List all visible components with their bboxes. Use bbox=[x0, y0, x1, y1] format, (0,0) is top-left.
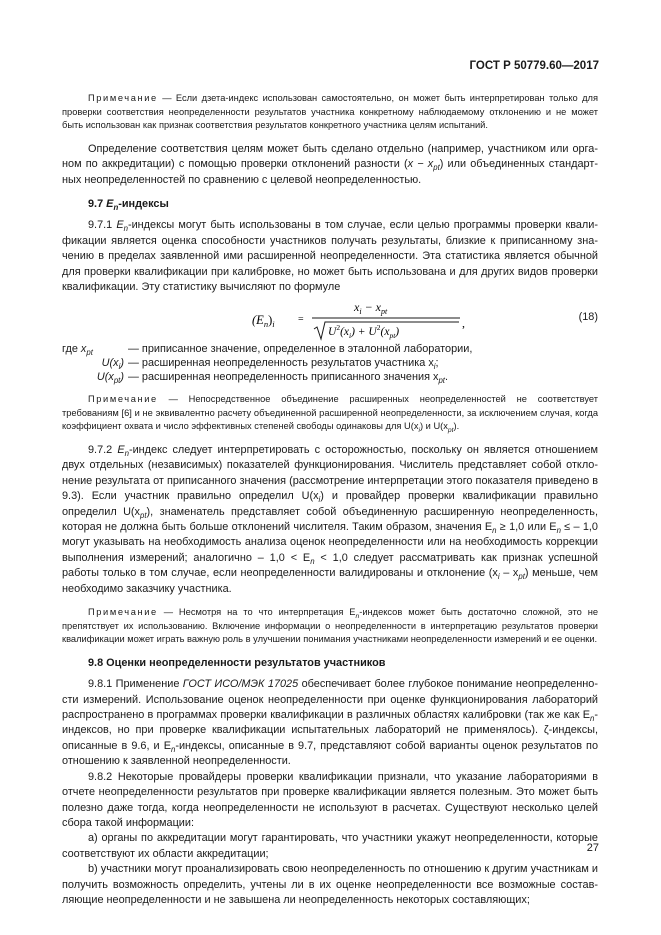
where-text: — расширенная неопределенность приписанного значения x bbox=[128, 370, 439, 383]
math-subscript: i bbox=[433, 362, 436, 372]
text-run: -индексы, описанные в 9.7, представляют собой варианты оценок результатов по отношению к заявленной неопределенности. bbox=[62, 739, 598, 768]
math-subscript: pt bbox=[518, 572, 525, 582]
math-subscript: i bbox=[497, 572, 500, 582]
paragraph-9-7-2 bbox=[62, 443, 598, 597]
math-subscript: n bbox=[113, 203, 119, 212]
math-subscript: n bbox=[124, 449, 129, 458]
text-run: обеспечивает более глубокое понимание неопределенности измерений. Использование оценок неопределенности при оценке функционирования лабораторий распространено в программах проверки квалификации в различных областях калибровки (так же как E bbox=[62, 678, 598, 722]
list-item: b) участники могут проанализировать свою неопределенность по отношению к другим участникам и получить возможность определить, учтены ли в их оценке неопределенности все возможные составляющие неопределенности и не завышена ли неопределенность некоторых составляющих; bbox=[62, 863, 598, 906]
page-content bbox=[62, 92, 598, 908]
math-subscript: i bbox=[418, 427, 420, 435]
where-word: где bbox=[62, 343, 81, 356]
math-subscript: pt bbox=[447, 427, 454, 435]
text-run: ), знаменатель представляет собой объединенную расширенную неопределенность, которая не должна быть больше отклонений числителя. Таким образом, значения E bbox=[62, 505, 598, 534]
math-symbol: ) bbox=[120, 370, 124, 383]
punctuation: . bbox=[444, 370, 449, 383]
note-label: Примечание bbox=[88, 607, 158, 618]
text-run: ≥ 1,0 или E bbox=[496, 521, 557, 534]
paragraph-conformity bbox=[62, 142, 598, 188]
punctuation: ; bbox=[435, 357, 439, 370]
math-symbol: E bbox=[117, 444, 125, 456]
formula-comma: , bbox=[462, 316, 465, 331]
section-heading-9-7 bbox=[62, 197, 598, 212]
note-text: ). bbox=[453, 421, 460, 432]
text-run: 9.8.1 Применение bbox=[88, 678, 183, 691]
math-subscript: n bbox=[492, 526, 497, 536]
math-subscript: i bbox=[318, 495, 321, 505]
formula-numerator: $x_i - x_{pt}$ bbox=[354, 300, 388, 317]
text-run: – x bbox=[499, 567, 519, 580]
text-run: ) или объединенных стандартных неопределенностей по сравнению с целевой неопределенностью. bbox=[62, 158, 598, 186]
formula-lhs: $(E_n)_i$ bbox=[252, 313, 275, 330]
math-subscript: i bbox=[118, 362, 121, 372]
math-symbol: E bbox=[106, 198, 114, 210]
math-subscript: n bbox=[170, 744, 176, 754]
math-subscript: pt bbox=[438, 375, 445, 385]
where-item bbox=[62, 343, 598, 357]
note-label: Примечание bbox=[88, 394, 158, 405]
paragraph-9-8-2: 9.8.2 Некоторые провайдеры проверки квалификации признали, что указание лабораториями в отчете неопределенности результатов при проверке квалификации является полезным. Это может быть полезно даже тогда, когда неопределенности не используют в расчетах. Существуют несколько целей сбора такой информации: bbox=[62, 770, 598, 829]
math-symbol: U(x bbox=[101, 357, 119, 370]
math-symbol: U(x bbox=[96, 370, 114, 383]
document-code: ГОСТ Р 50779.60—2017 bbox=[469, 60, 599, 72]
text-run: ) и провайдер проверки квалификации правильно определил U(x bbox=[62, 490, 598, 518]
math-subscript: pt bbox=[433, 163, 440, 173]
paragraph-9-8-1 bbox=[62, 677, 598, 769]
section-number: 9.7 bbox=[88, 198, 107, 210]
where-text: — расширенная неопределенность результатов участника x bbox=[128, 357, 434, 370]
where-text: — приписанное значение, определенное в эталонной лаборатории, bbox=[128, 343, 473, 356]
text-run: -индексов, но при проверке квалификации испытательных лабораторий не применялось). ζ-индексы, описанные в 9.6, и E bbox=[62, 709, 598, 752]
math-subscript: n bbox=[590, 714, 595, 724]
clause-number: 9.7.1 bbox=[88, 219, 117, 232]
text-run: -индекс следует интерпретировать с осторожностью, поскольку он является отношением двух отдельных (независимых) показателей функционирования. Числитель представляет собой отклонение результата от приписанного значения (рассмотрение интерпретации этого показателя приведено в 9.3). Если участник правильно определил U(x bbox=[62, 444, 599, 503]
text-run: ≤ – 1,0 могут указывать на необходимость анализа оценок неопределенности или на необходимость коррекции выполнения измерений; аналогично – 1,0 < E bbox=[62, 521, 598, 564]
list-item: a) органы по аккредитации могут гарантировать, что участники укажут неопределенности, которые соответствуют их области аккредитации; bbox=[62, 832, 598, 860]
formula-equals: = bbox=[298, 314, 304, 326]
where-item bbox=[62, 371, 598, 385]
math-subscript: n bbox=[355, 613, 360, 621]
section-heading-9-8: 9.8 Оценки неопределенности результатов участников bbox=[88, 656, 386, 669]
standard-reference: ГОСТ ИСО/МЭК 17025 bbox=[182, 678, 299, 691]
where-item bbox=[62, 357, 598, 371]
section-title: -индексы bbox=[118, 198, 169, 210]
math-subscript: pt bbox=[140, 510, 147, 520]
math-subscript: n bbox=[556, 526, 561, 536]
formula-graphic bbox=[252, 297, 482, 341]
note-text: — Несмотря на то что интерпретация E bbox=[157, 607, 356, 618]
note-text: -индексов может быть достаточно сложной, это не препятствует их использованию. Включение информации о неопределенности в интерпретацию результатов проверки квалификации может играть важную роль в улучшении понимания участниками неопределенности измерений и ее оценки. bbox=[62, 607, 598, 645]
text-run: ) меньше, чем необходимо заказчику участника. bbox=[62, 567, 599, 595]
note-label: Примечание bbox=[88, 93, 158, 103]
formula-18 bbox=[62, 297, 598, 341]
math-symbol: E bbox=[116, 219, 124, 232]
math-subscript: n bbox=[123, 224, 128, 234]
note-1 bbox=[62, 92, 598, 133]
note-2 bbox=[62, 393, 598, 434]
math-symbol: x bbox=[80, 343, 87, 356]
note-text: — Непосредственное объединение расширенных неопределенностей не соответствует требованиям [6] и не эквивалентно расчету объединенной расширенной неопределенности, за исключением случая, когда коэффициент охвата и число эффективных степеней свободы одинаковы для U(x bbox=[62, 394, 598, 432]
note-text: — Если дзета-индекс использован самостоятельно, он может быть интерпретирован только для проверки соответствия неопределенности результатов участника конкретному наблюдаемому отклонению и не может быть использован как признак соответствия результатов конкретного участника целям испытаний. bbox=[62, 93, 598, 131]
math-subscript: pt bbox=[86, 348, 93, 358]
page-number: 27 bbox=[586, 842, 599, 854]
formula-denominator: $U^2(x_i) + U^2(x_{pt})$ bbox=[328, 323, 400, 341]
formula-number: (18) bbox=[578, 311, 598, 324]
math-symbol: ) bbox=[120, 357, 124, 370]
note-3 bbox=[62, 606, 598, 647]
note-text: ) и U(x bbox=[419, 421, 448, 432]
text-run: < 1,0 следует рассматривать как признак успешной работы только в том случае, если неопределенности валидированы и отклонение (x bbox=[62, 551, 598, 580]
clause-number: 9.7.2 bbox=[88, 444, 118, 456]
paragraph-9-7-1 bbox=[62, 218, 598, 295]
where-list bbox=[62, 343, 598, 384]
math-subscript: n bbox=[310, 556, 315, 566]
math-run: x − x bbox=[407, 158, 434, 171]
text-run: Определение соответствия целям может быть сделано отдельно (например, участником или органом по аккредитации) с помощью проверки отклонений разности ( bbox=[62, 142, 598, 171]
text-run: -индексы могут быть использованы в том случае, если целью программы проверки квалификации является оценка способности участников получать результаты, близкие к приписанному значению в пределах заявленной ими расширенной неопределенности. Эта статистика является обычной для проверки квалификации при калибровке, но может быть использована и для других видов проверки квалификации. Эту статистику вычисляют по формуле bbox=[62, 219, 599, 294]
math-subscript: pt bbox=[113, 375, 121, 385]
